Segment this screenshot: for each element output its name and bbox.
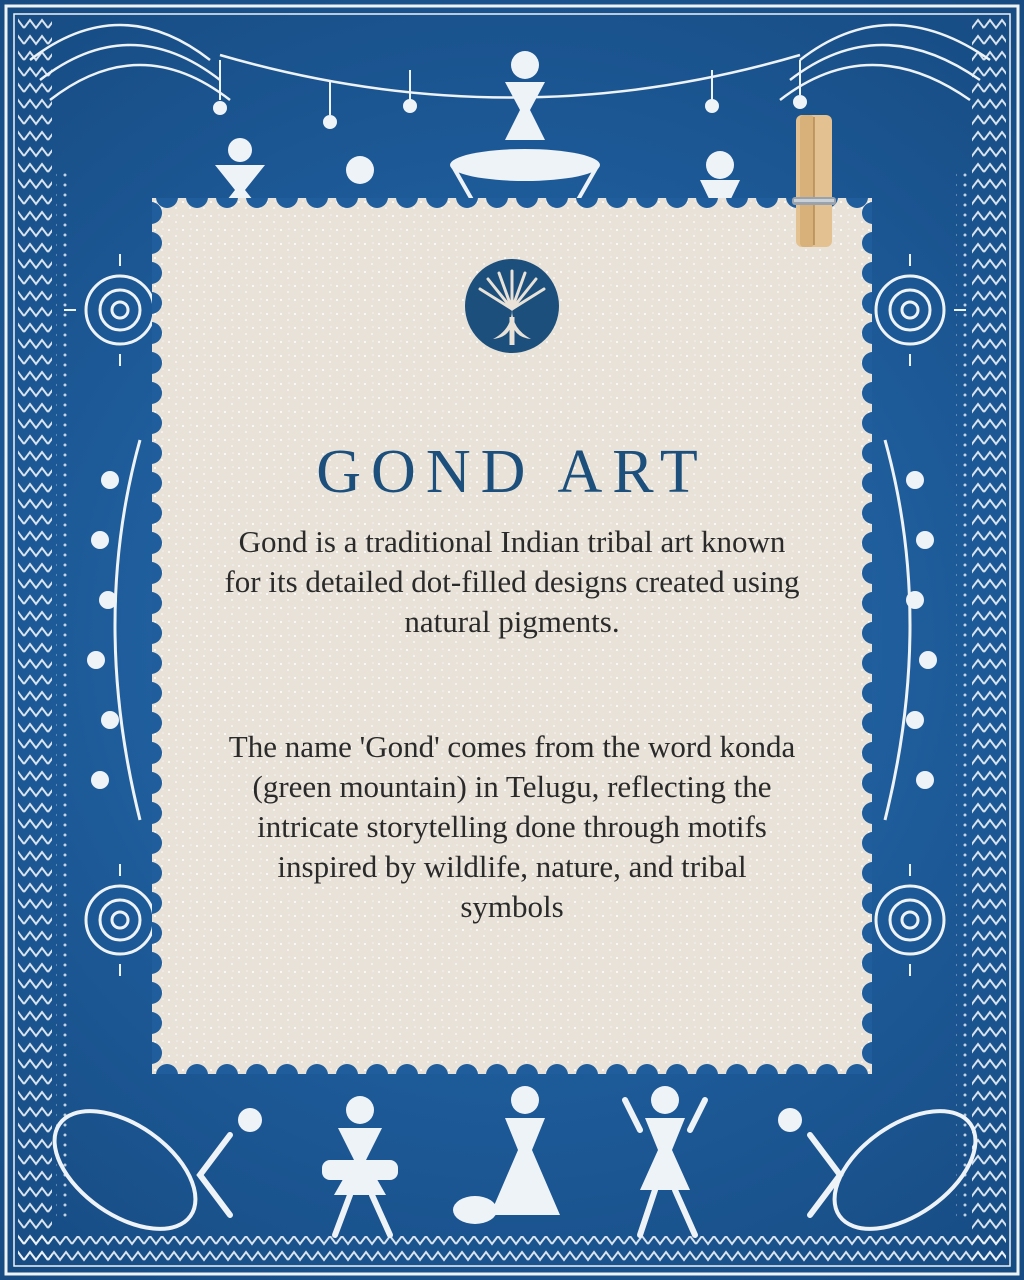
page-title: GOND ART: [316, 437, 708, 506]
clothespin-icon: [790, 113, 838, 249]
description-paragraph-2: The name 'Gond' comes from the word konda (green mountain) in Telugu, reflecting the intricate storytelling done through motifs inspired by wildlife, nature, and tribal symbols: [228, 729, 796, 924]
description-paragraph-1: Gond is a traditional Indian tribal art known for its detailed dot-filled designs created using natural pigments.: [224, 524, 800, 639]
palm-leaf-emblem-icon: [463, 257, 561, 355]
